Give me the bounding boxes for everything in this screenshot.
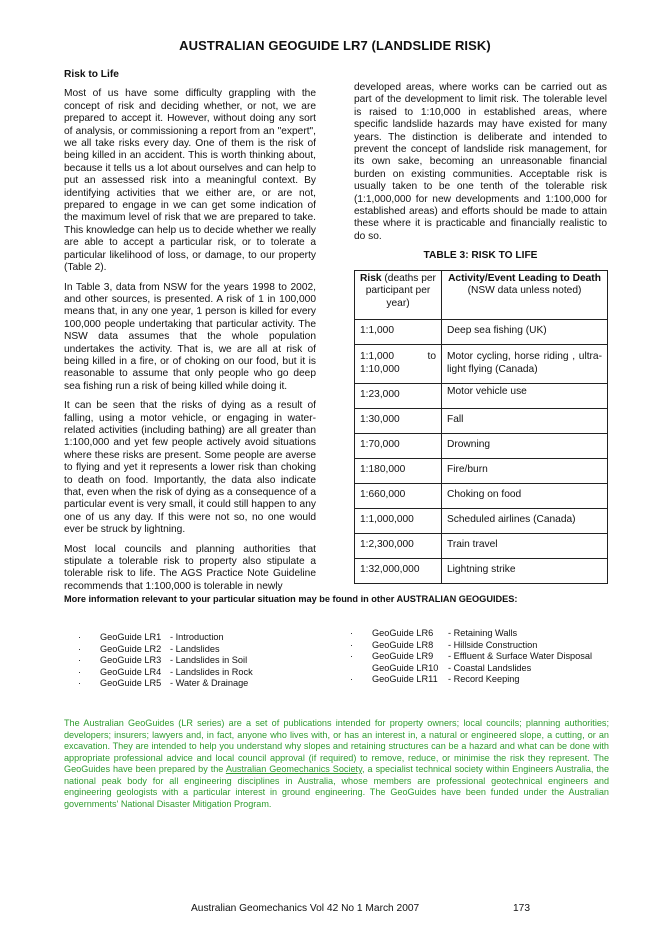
list-item [350, 674, 620, 686]
guide-code: GeoGuide LR5 [100, 678, 162, 689]
header-activity-note: (NSW data unless noted) [467, 285, 582, 297]
activity-cell: Drowning [442, 433, 608, 458]
risk-cell: 1:180,000 [355, 458, 442, 483]
activity-cell: Deep sea fishing (UK) [442, 319, 608, 344]
ags-link[interactable]: Australian Geomechanics Society [225, 764, 362, 774]
risk-cell: 1:70,000 [355, 433, 442, 458]
activity-cell: Fall [442, 408, 608, 433]
list-item [350, 640, 620, 652]
table-row [355, 533, 608, 558]
activity-cell: Lightning strike [442, 558, 608, 583]
geoguides-info-note [64, 718, 609, 810]
bullet: · [78, 643, 82, 654]
header-activity [442, 270, 608, 319]
risk-to-life-table [354, 270, 608, 584]
guide-code: GeoGuide LR6 [372, 628, 434, 638]
risk-cell: 1:23,000 [355, 383, 442, 408]
paragraph: developed areas, where works can be carried out as part of the development to limit risk. The tolerable level is raised to 1:10,000 in established areas, where specific landslide hazards may have existed for many years. The distinction is deliberate and intended to prevent the concept of landslide risk management, for its own sake, becoming an unreasonable financial burden on existing communities. Acceptable risk is usually taken to be one tenth of the tolerable risk (1:1,000,000 for new developments and 1:100,000 for established areas) and efforts should be made to attain these where it is practicable and financially realistic to do so. [354, 82, 607, 242]
guide-code: GeoGuide LR2 [100, 643, 162, 654]
risk-cell: 1:1,000 [355, 319, 442, 344]
table-row [355, 508, 608, 533]
guide-desc: - Effluent & Surface Water Disposal [448, 651, 592, 662]
bullet: · [350, 674, 354, 685]
table-title: TABLE 3: RISK TO LIFE [423, 250, 538, 262]
list-item [350, 651, 620, 663]
guide-desc: - Introduction [170, 632, 224, 642]
list-item [350, 663, 620, 675]
more-info-heading: More information relevant to your particular situation may be found in other AUSTRALIAN GEOGUIDES: [64, 594, 518, 604]
table-row [355, 344, 608, 383]
journal-citation: Australian Geomechanics Vol 42 No 1 March 2007 [191, 903, 420, 914]
list-item [78, 632, 338, 644]
note-text-part1: The Australian GeoGuides (LR series) are a set of publications intended for property owners; local councils; planning authorities; developers; insurers; lawyers and, in fact, anyone who lives with, or has an interest in, a natural or engineered slope, a cutting, or an excavation. They are intended to help you understand why slopes and retaining structures can be a hazard and what can be done with appropriate professional advice and local council approval (if required) to remove, reduce, or minimise the risk they represent. The GeoGuides have been prepared by the [64, 718, 609, 774]
guide-code: GeoGuide LR10 [372, 662, 439, 673]
activity-cell: Fire/burn [442, 458, 608, 483]
bullet: · [350, 639, 354, 650]
section-heading: Risk to Life [64, 69, 119, 80]
table-header-row [355, 270, 608, 319]
risk-value-b: 1:10,000 [360, 363, 400, 375]
guide-code: GeoGuide LR11 [372, 674, 438, 685]
risk-cell: 1:660,000 [355, 483, 442, 508]
risk-cell: 1:2,300,000 [355, 533, 442, 558]
header-risk-bold: Risk [360, 272, 382, 284]
list-item [350, 628, 620, 640]
activity-cell: Motor vehicle use [442, 383, 608, 408]
risk-to: to [427, 351, 436, 363]
risk-cell [355, 344, 442, 383]
page-number: 173 [513, 903, 530, 914]
guide-desc: - Hillside Construction [448, 639, 538, 650]
right-column [354, 82, 607, 584]
list-item [78, 667, 338, 679]
risk-cell: 1:32,000,000 [355, 558, 442, 583]
guide-desc: - Landslides in Soil [170, 655, 248, 666]
paragraph: In Table 3, data from NSW for the years 1998 to 2002, and other sources, is presented. A risk of 1 in 100,000 means that, in any one year, 1 person is killed for every 100,000 people undertaking that particular activity. The NSW data assumes that the whole population undertakes the activity. That is, we are all at risk of being killed in a fire, or of choking on our food, but it is reasonable to assume that only people who go deep sea fishing run a risk of being killed while doing it. [64, 281, 316, 392]
header-risk [355, 270, 442, 319]
list-item [78, 644, 338, 656]
paragraph: It can be seen that the risks of dying as a result of falling, using a motor vehicle, or engaging in water-related activities (including bathing) are all greater than 1:100,000 and yet few people actively avoid situations where these risks are present. Some people are averse to flying and yet it represents a lower risk than choking to death on food. Importantly, the data also indicate that, even when the risk of dying as a consequence of a particular event is very small, it could still happen to any one of us any day. If this were not so, no one would ever be struck by lightning. [64, 400, 316, 536]
table-row [355, 483, 608, 508]
header-risk-rest: (deaths per participant per year) [365, 272, 436, 309]
list-item [78, 678, 338, 690]
paragraph: Most of us have some difficulty grappling with the concept of risk and deciding whether, or not, we are prepared to accept it. However, without doing any sort of analysis, or commissioning a report from an "expert", we all take risks every day. One of them is the risk of being killed in an accident. This is worth thinking about, because it tells us a lot about ourselves and can help to put an assessed risk into a meaningful context. By identifying activities that we either are, or are not, prepared to engage in we can get some indication of the maximum level of risk that we are prepared to take. This knowledge can help us to decide whether we really are able to accept a particular risk, or to tolerate a particular likelihood of loss, or damage, to our property (Table 2). [64, 88, 317, 274]
guide-code: GeoGuide LR1 [100, 632, 162, 642]
risk-cell: 1:30,000 [355, 408, 442, 433]
table-row [355, 319, 608, 344]
bullet: · [78, 678, 82, 689]
activity-cell: Scheduled airlines (Canada) [442, 508, 608, 533]
guide-desc: - Record Keeping [448, 674, 520, 685]
geoguide-list-left [78, 632, 338, 690]
bullet [350, 663, 372, 675]
guide-code: GeoGuide LR8 [372, 639, 434, 650]
bullet: · [78, 666, 82, 677]
document-title: AUSTRALIAN GEOGUIDE LR7 (LANDSLIDE RISK) [179, 38, 491, 53]
guide-desc: - Water & Drainage [170, 678, 249, 689]
guide-desc: - Retaining Walls [448, 628, 518, 638]
table-row [355, 458, 608, 483]
geoguide-list-right [350, 628, 620, 686]
activity-cell: Choking on food [442, 483, 608, 508]
list-item [78, 655, 338, 667]
bullet: · [78, 632, 82, 642]
bullet: · [350, 651, 354, 662]
guide-desc: - Landslides [170, 643, 220, 654]
bullet: · [78, 655, 82, 666]
activity-cell: Train travel [442, 533, 608, 558]
header-activity-bold: Activity/Event Leading to Death [448, 272, 601, 284]
guide-code: GeoGuide LR3 [100, 655, 162, 666]
risk-cell: 1:1,000,000 [355, 508, 442, 533]
table-row [355, 558, 608, 583]
guide-code: GeoGuide LR4 [100, 666, 162, 677]
table-row [355, 408, 608, 433]
table-row [355, 383, 608, 408]
guide-code: GeoGuide LR9 [372, 651, 434, 662]
note-text-part2: , a specialist technical society within Engineers Australia, the national peak body for all engineering disciplines in Australia, whose members are professional geotechnical engineers and engineering geologists with a particular interest in ground engineering. The GeoGuides have been funded under the Australian governments' National Disaster Mitigation Program. [64, 764, 610, 809]
activity-cell: Motor cycling, horse riding , ultra-light flying (Canada) [442, 344, 608, 383]
bullet: · [350, 628, 354, 638]
left-column [64, 69, 316, 600]
table-row [355, 433, 608, 458]
risk-value-a: 1:1,000 [360, 351, 394, 363]
guide-desc: - Landslides in Rock [170, 666, 253, 677]
guide-desc: - Coastal Landslides [448, 662, 532, 673]
paragraph: Most local councils and planning authorities that stipulate a tolerable risk to property also stipulate a tolerable risk to life. The AGS Practice Note Guideline recommends that 1:100,000 is tolerable in newly [64, 543, 316, 592]
